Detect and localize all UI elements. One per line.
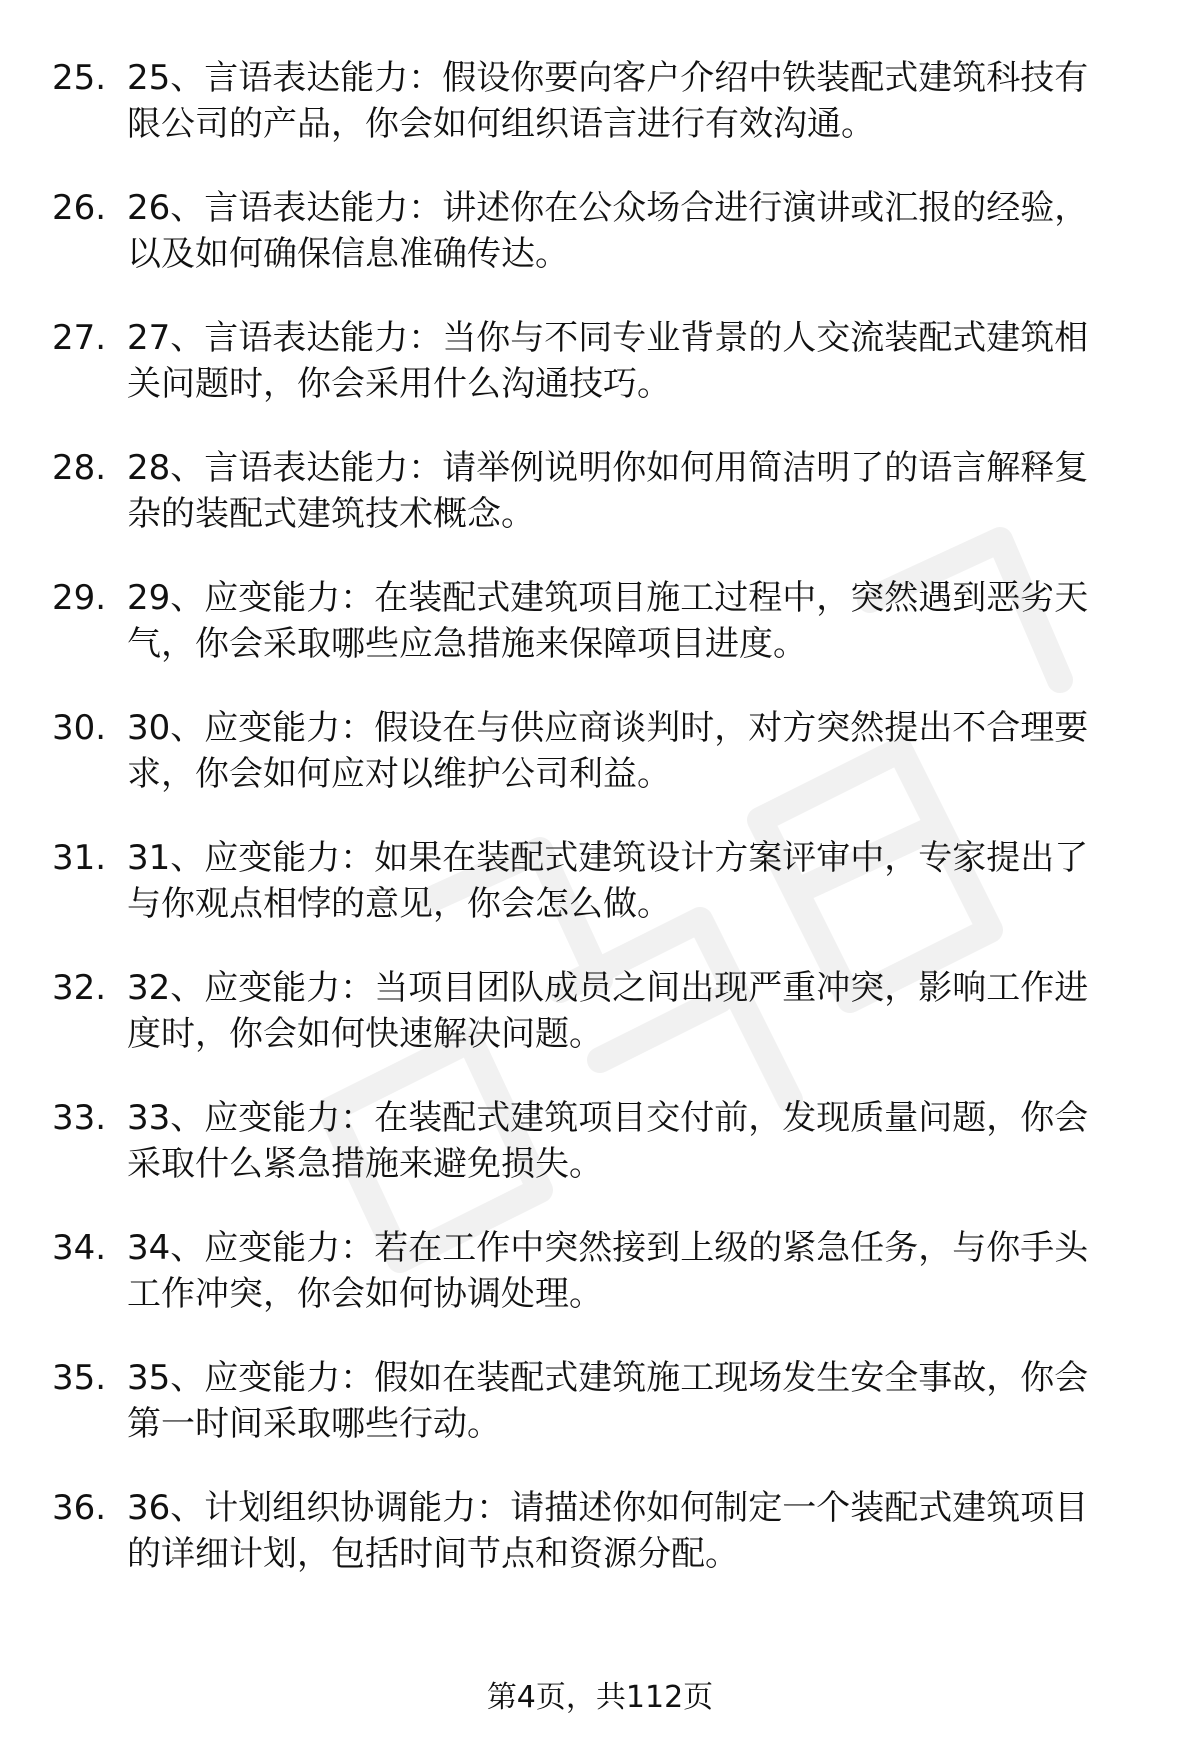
item-text-line: 以及如何确保信息准确传达。	[127, 234, 569, 274]
item-text-line: 关问题时，你会采用什么沟通技巧。	[127, 364, 671, 404]
item-number: 31.	[52, 838, 107, 878]
item-text	[127, 1225, 1157, 1317]
item-text	[127, 705, 1157, 797]
item-number: 29.	[52, 578, 107, 618]
item-text	[127, 965, 1157, 1057]
list-item	[0, 705, 1200, 835]
item-text-line: 28、言语表达能力：请举例说明你如何用简洁明了的语言解释复	[127, 448, 1089, 488]
item-text-line: 33、应变能力：在装配式建筑项目交付前，发现质量问题，你会	[127, 1098, 1089, 1138]
item-number: 34.	[52, 1228, 107, 1268]
item-number: 27.	[52, 318, 107, 358]
item-text	[127, 185, 1157, 277]
item-number: 26.	[52, 188, 107, 228]
item-text-line: 36、计划组织协调能力：请描述你如何制定一个装配式建筑项目	[127, 1488, 1089, 1528]
item-text-line: 31、应变能力：如果在装配式建筑设计方案评审中，专家提出了	[127, 838, 1089, 878]
item-text	[127, 1095, 1157, 1187]
item-text-line: 26、言语表达能力：讲述你在公众场合进行演讲或汇报的经验，	[127, 188, 1089, 228]
page-footer: 第4页，共112页	[486, 1680, 714, 1715]
item-text-line: 与你观点相悖的意见，你会怎么做。	[127, 884, 671, 924]
list-item	[0, 835, 1200, 965]
item-text	[127, 55, 1157, 147]
item-text-line: 杂的装配式建筑技术概念。	[127, 494, 535, 534]
item-text-line: 度时，你会如何快速解决问题。	[127, 1014, 603, 1054]
list-item	[0, 55, 1200, 185]
item-number: 25.	[52, 58, 107, 98]
list-item	[0, 1095, 1200, 1225]
item-text	[127, 575, 1157, 667]
item-text-line: 采取什么紧急措施来避免损失。	[127, 1144, 603, 1184]
list-item	[0, 1225, 1200, 1355]
item-text-line: 工作冲突，你会如何协调处理。	[127, 1274, 603, 1314]
item-text-line: 第一时间采取哪些行动。	[127, 1404, 501, 1444]
item-text-line: 32、应变能力：当项目团队成员之间出现严重冲突，影响工作进	[127, 968, 1089, 1008]
item-text-line: 25、言语表达能力：假设你要向客户介绍中铁装配式建筑科技有	[127, 58, 1089, 98]
item-text-line: 27、言语表达能力：当你与不同专业背景的人交流装配式建筑相	[127, 318, 1089, 358]
item-number: 36.	[52, 1488, 107, 1528]
item-number: 32.	[52, 968, 107, 1008]
item-text	[127, 1485, 1157, 1577]
item-number: 28.	[52, 448, 107, 488]
item-number: 33.	[52, 1098, 107, 1138]
list-item	[0, 1485, 1200, 1615]
item-text-line: 35、应变能力：假如在装配式建筑施工现场发生安全事故，你会	[127, 1358, 1089, 1398]
list-item	[0, 185, 1200, 315]
list-item	[0, 445, 1200, 575]
item-text-line: 求，你会如何应对以维护公司利益。	[127, 754, 671, 794]
list-item	[0, 315, 1200, 445]
list-item	[0, 575, 1200, 705]
item-text-line: 气，你会采取哪些应急措施来保障项目进度。	[127, 624, 807, 664]
item-text	[127, 445, 1157, 537]
item-text-line: 30、应变能力：假设在与供应商谈判时，对方突然提出不合理要	[127, 708, 1089, 748]
item-text	[127, 1355, 1157, 1447]
item-text	[127, 835, 1157, 927]
item-text-line: 34、应变能力：若在工作中突然接到上级的紧急任务，与你手头	[127, 1228, 1089, 1268]
item-text-line: 限公司的产品，你会如何组织语言进行有效沟通。	[127, 104, 875, 144]
item-text-line: 的详细计划，包括时间节点和资源分配。	[127, 1534, 739, 1574]
list-item	[0, 1355, 1200, 1485]
question-list	[0, 55, 1200, 1615]
item-number: 35.	[52, 1358, 107, 1398]
list-item	[0, 965, 1200, 1095]
item-text-line: 29、应变能力：在装配式建筑项目施工过程中，突然遇到恶劣天	[127, 578, 1089, 618]
item-text	[127, 315, 1157, 407]
item-number: 30.	[52, 708, 107, 748]
